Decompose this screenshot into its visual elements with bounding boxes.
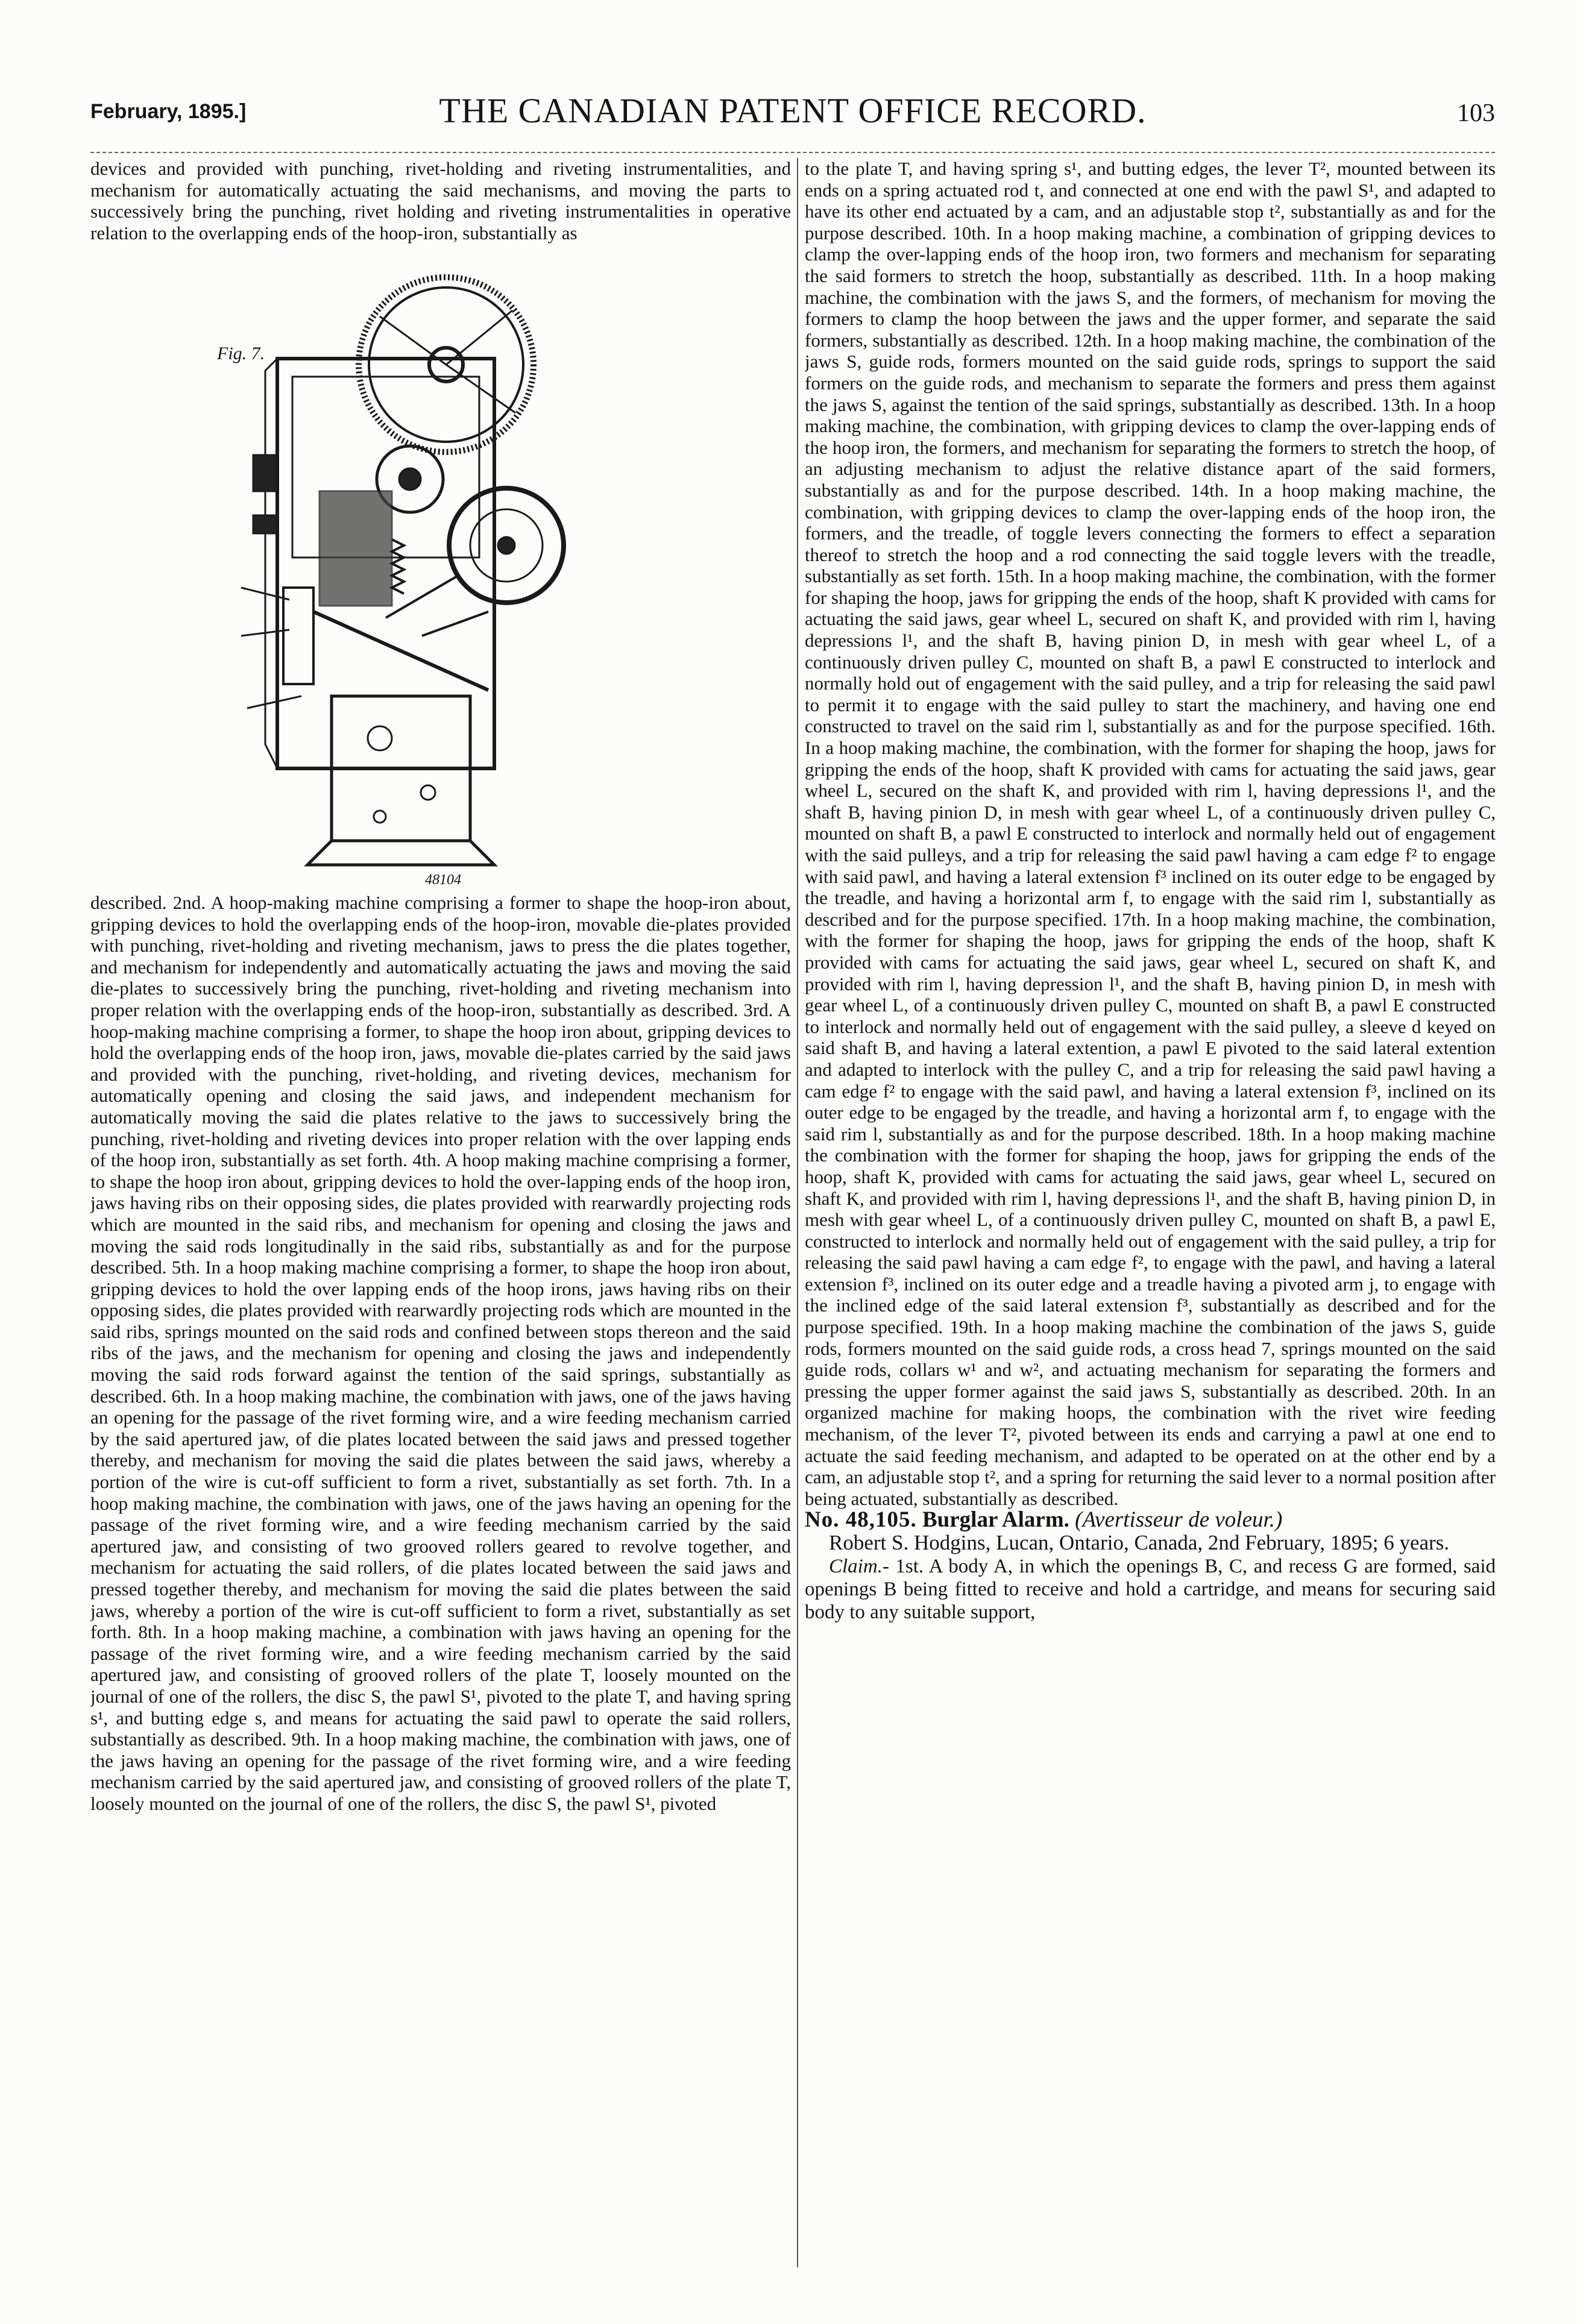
header-rule (90, 152, 1495, 153)
left-column-bottom-text: described. 2nd. A hoop-making machine comprising a former to shape the hoop-iron about, gripping devices to hold the overlapping ends of the hoop-iron, movable die-plates provided with punching, rivet-holding and riveting mechanism, jaws to press the die plates together, and mechanism for independently and automatically actuating the jaws and moving the said die-plates to successively bring the punching, rivet-holding and riveting mechanism into proper relation with the overlapping ends of the hoop-iron, substantially as described. 3rd. A hoop-making machine comprising a former, to shape the hoop iron about, gripping devices to hold the overlapping ends of the hoop iron, jaws, movable die-plates carried by the said jaws and provided with the punching, rivet-holding, and riveting devices, mechanism for automatically opening and closing the said jaws, and independent mechanism for automatically moving the said die plates relative to the jaws to successively bring the punching, rivet-holding and riveting devices into proper relation with the over lapping ends of the hoop iron, substantially as set forth. 4th. A hoop making machine comprising a former, to shape the hoop iron about, gripping devices to hold the over-lapping ends of the hoop iron, jaws having ribs on their opposing sides, die plates provided with rearwardly projecting rods which are mounted in the said ribs, and mechanism for opening and closing the jaws and moving the said rods longitudinally in the said ribs, substantially as and for the purpose described. 5th. In a hoop making machine comprising a former, to shape the hoop iron about, gripping devices to hold the over lapping ends of the hoop irons, jaws having ribs on their opposing sides, die plates provided with rearwardly projecting rods which are mounted in the said ribs, springs mounted on the said rods and confined between stops thereon and the said ribs of the jaws, and the mechanism for opening and closing the jaws and independently moving the said rods forward against the tention of the said springs, substantially as described. 6th. In a hoop making machine, the combination with jaws, one of the jaws having an opening for the passage of the rivet forming wire, and a wire feeding mechanism carried by the said apertured jaw, of die plates located between the said jaws and pressed together thereby, and mechanism for moving the said die plates between the said jaws, whereby a portion of the wire is cut-off sufficient to form a rivet, substantially as set forth. 7th. In a hoop making machine, the combination with jaws, one of the jaws having an opening for the passage of the rivet forming wire, and a wire feeding mechanism carried by the said apertured jaw, and consisting of two grooved rollers geared to revolve together, and mechanism for actuating the said rollers, of die plates located between the said jaws and pressed together thereby, and mechanism for moving the said die plates between the said jaws, whereby a portion of the wire is cut-off sufficient to form a rivet, substantially as set forth. 8th. In a hoop making machine, a combination with jaws having an opening for the passage of the rivet forming wire, and a wire feeding mechanism carried by the said apertured jaw, and consisting of grooved rollers of the plate T, loosely mounted on the journal of one of the rollers, the disc S, the pawl S¹, pivoted to the plate T, and having spring s¹, and butting edge s, and means for actuating the said pawl to operate the said rollers, substantially as described. 9th. In a hoop making machine, the combination with jaws, one of the jaws having an opening for the passage of the rivet forming wire, and a wire feeding mechanism carried by the said apertured jaw, and consisting of grooved rollers of the plate T, loosely mounted on the journal of one of the rollers, the disc S, the pawl S¹, pivoted (90, 892, 791, 1814)
left-column-bottom (90, 892, 791, 2270)
figure-label: Fig. 7. (217, 344, 265, 363)
patent-heading (805, 1509, 1496, 1531)
patent-claim (805, 1555, 1496, 1624)
claim-label: Claim. (829, 1556, 883, 1577)
right-column (805, 158, 1496, 2273)
patent-number: No. 48,105. (805, 1507, 917, 1533)
column-divider (797, 158, 798, 2267)
running-header (90, 90, 1495, 133)
journal-title: THE CANADIAN PATENT OFFICE RECORD. (439, 91, 1147, 130)
patent-drawing (217, 274, 603, 889)
machine-drawing-illustration (229, 274, 603, 889)
right-column-text: to the plate T, and having spring s¹, and butting edges, the lever T², mounted between its ends on a spring actuated rod t, and connected at one end with the pawl S¹, and adapted to have its other end actuated by a cam, and an adjustable stop t², substantially as and for the purpose described. 10th. In a hoop making machine, a combination of gripping devices to clamp the over-lapping ends of the hoop iron, two formers and mechanism for separating the said formers to stretch the hoop, substantially as described. 11th. In a hoop making machine, the combination with the jaws S, and the formers, of mechanism for moving the formers to clamp the hoop between the jaws and the upper former, and separate the said formers, substantially as described. 12th. In a hoop making machine, the combination of the jaws S, guide rods, formers mounted on the said guide rods, springs to support the said formers on the guide rods, and mechanism to separate the formers and press them against the jaws S, against the tention of the said springs, substantially as described. 13th. In a hoop making machine, the combination, with gripping devices to clamp the over-lapping ends of the hoop iron, the formers, and mechanism for separating the formers to stretch the hoop, of an adjusting mechanism to adjust the relative distance apart of the said formers, substantially as and for the purpose described. 14th. In a hoop making machine, the combination, with gripping devices to clamp the over-lapping ends of the hoop iron, the formers, and the treadle, of toggle levers connecting the formers to effect a separation thereof to stretch the hoop and a rod connecting the said toggle levers with the treadle, substantially as set forth. 15th. In a hoop making machine, the combination, with the former for shaping the hoop, jaws for gripping the ends of the hoop, shaft K provided with cams for actuating the said jaws, gear wheel L, secured on shaft K, and provided with rim l, having depressions l¹, and the shaft B, having pinion D, in mesh with gear wheel L, of a continuously driven pulley C, mounted on shaft B, a pawl E constructed to interlock and normally hold out of engagement with the said pulley, and a trip for releasing the said pawl to permit it to engage with the said pulley to start the machinery, and having one end constructed to travel on the said rim l, substantially as and for the purpose specified. 16th. In a hoop making machine, the combination, with the former for shaping the hoop, jaws for gripping the ends of the hoop, shaft K provided with cams for actuating the said jaws, gear wheel L, secured on the shaft K, and provided with rim l, having depressions l¹, and the shaft B, having pinion D, in mesh with gear wheel L, of a continuously driven pulley C, mounted on shaft B, a pawl E constructed to interlock and normally held out of engagement with the said pulleys, and a trip for releasing the said pawl having a cam edge f² to engage with said pawl, and having a lateral extension f³ inclined on its outer edge to be engaged by the treadle, and having a horizontal arm f, to engage with the said rim l, substantially as described and for the purpose specified. 17th. In a hoop making machine, the combination, with the former for shaping the hoop, jaws for gripping the ends of the hoop, shaft K provided with cams for actuating the said jaws, gear wheel L, secured on shaft K, and provided with rim l, having depression l¹, and the shaft B, having pinion D, in mesh with gear wheel L, of a continuously driven pulley C, mounted on shaft B, a pawl E constructed to interlock and normally held out of engagement with the said pulley, a sleeve d keyed on said shaft B, and having a lateral extention, a pawl E pivoted to the said lateral extention and adapted to interlock with the pulley C, and a trip for releasing the said pawl having a cam edge f² to engage with the said pawl, and having a lateral extension f³, inclined on its outer edge to be engaged by the treadle, and having a horizontal arm f, to engage with the said rim l, substantially as and for the purpose described. 18th. In a hoop making machine the combination with the former for shaping the hoop, jaws for gripping the ends of the hoop, shaft K, provided with cams for actuating the said jaws, gear wheel L, secured on shaft K, and provided with rim l, having depressions l¹, and the shaft B, having pinion D, in mesh with gear wheel L, of a continuously driven pulley C, mounted on shaft B, a pawl E, constructed to interlock and normally held out of engagement with the said pulley, a trip for releasing the said pawl having a cam edge f², to engage with the pawl, and having a lateral extension f³, inclined on its outer edge and a treadle having a pivoted arm j, to engage with the inclined edge of the said lateral extension f³, substantially as described and for the purpose specified. 19th. In a hoop making machine the combination of the jaws S, guide rods, formers mounted on the said guide rods, a cross head 7, springs mounted on the said guide rods, collars w¹ and w², and actuating mechanism for separating the formers and pressing the upper former against the said jaws S, substantially as described. 20th. In an organized machine for making hoops, the combination with the rivet wire feeding mechanism, of the lever T², pivoted between its ends and carrying a pawl at one end to actuate the said feeding mechanism, and adapted to be operated on at the other end by a cam, an adjustable stop t², and a spring for returning the said lever to a normal position after being actuated, substantially as described. (805, 158, 1496, 1509)
patent-inventor: Robert S. Hodgins, Lucan, Ontario, Canada, 2nd February, 1895; 6 years. (829, 1531, 1450, 1554)
figure-caption: 48104 (425, 872, 461, 888)
patent-french-title: (Avertisseur de voleur.) (1075, 1507, 1283, 1533)
claim-text: - 1st. A body A, in which the openings B, C, and recess G are formed, said openings B being fitted to receive and hold a cartridge, and means for securing said body to any suitable support, (805, 1556, 1496, 1623)
left-column-top-text: devices and provided with punching, rivet-holding and riveting instrumentalities, and mechanism for automatically actuating the said mechanisms, and moving the parts to successively bring the punching, rivet holding and riveting instrumentalities in operative relation to the overlapping ends of the hoop-iron, substantially as (90, 158, 791, 243)
header-date: February, 1895.] (90, 100, 247, 123)
left-column-top (90, 158, 791, 271)
patent-title: Burglar Alarm. (922, 1507, 1069, 1533)
page-number: 103 (1457, 99, 1495, 127)
